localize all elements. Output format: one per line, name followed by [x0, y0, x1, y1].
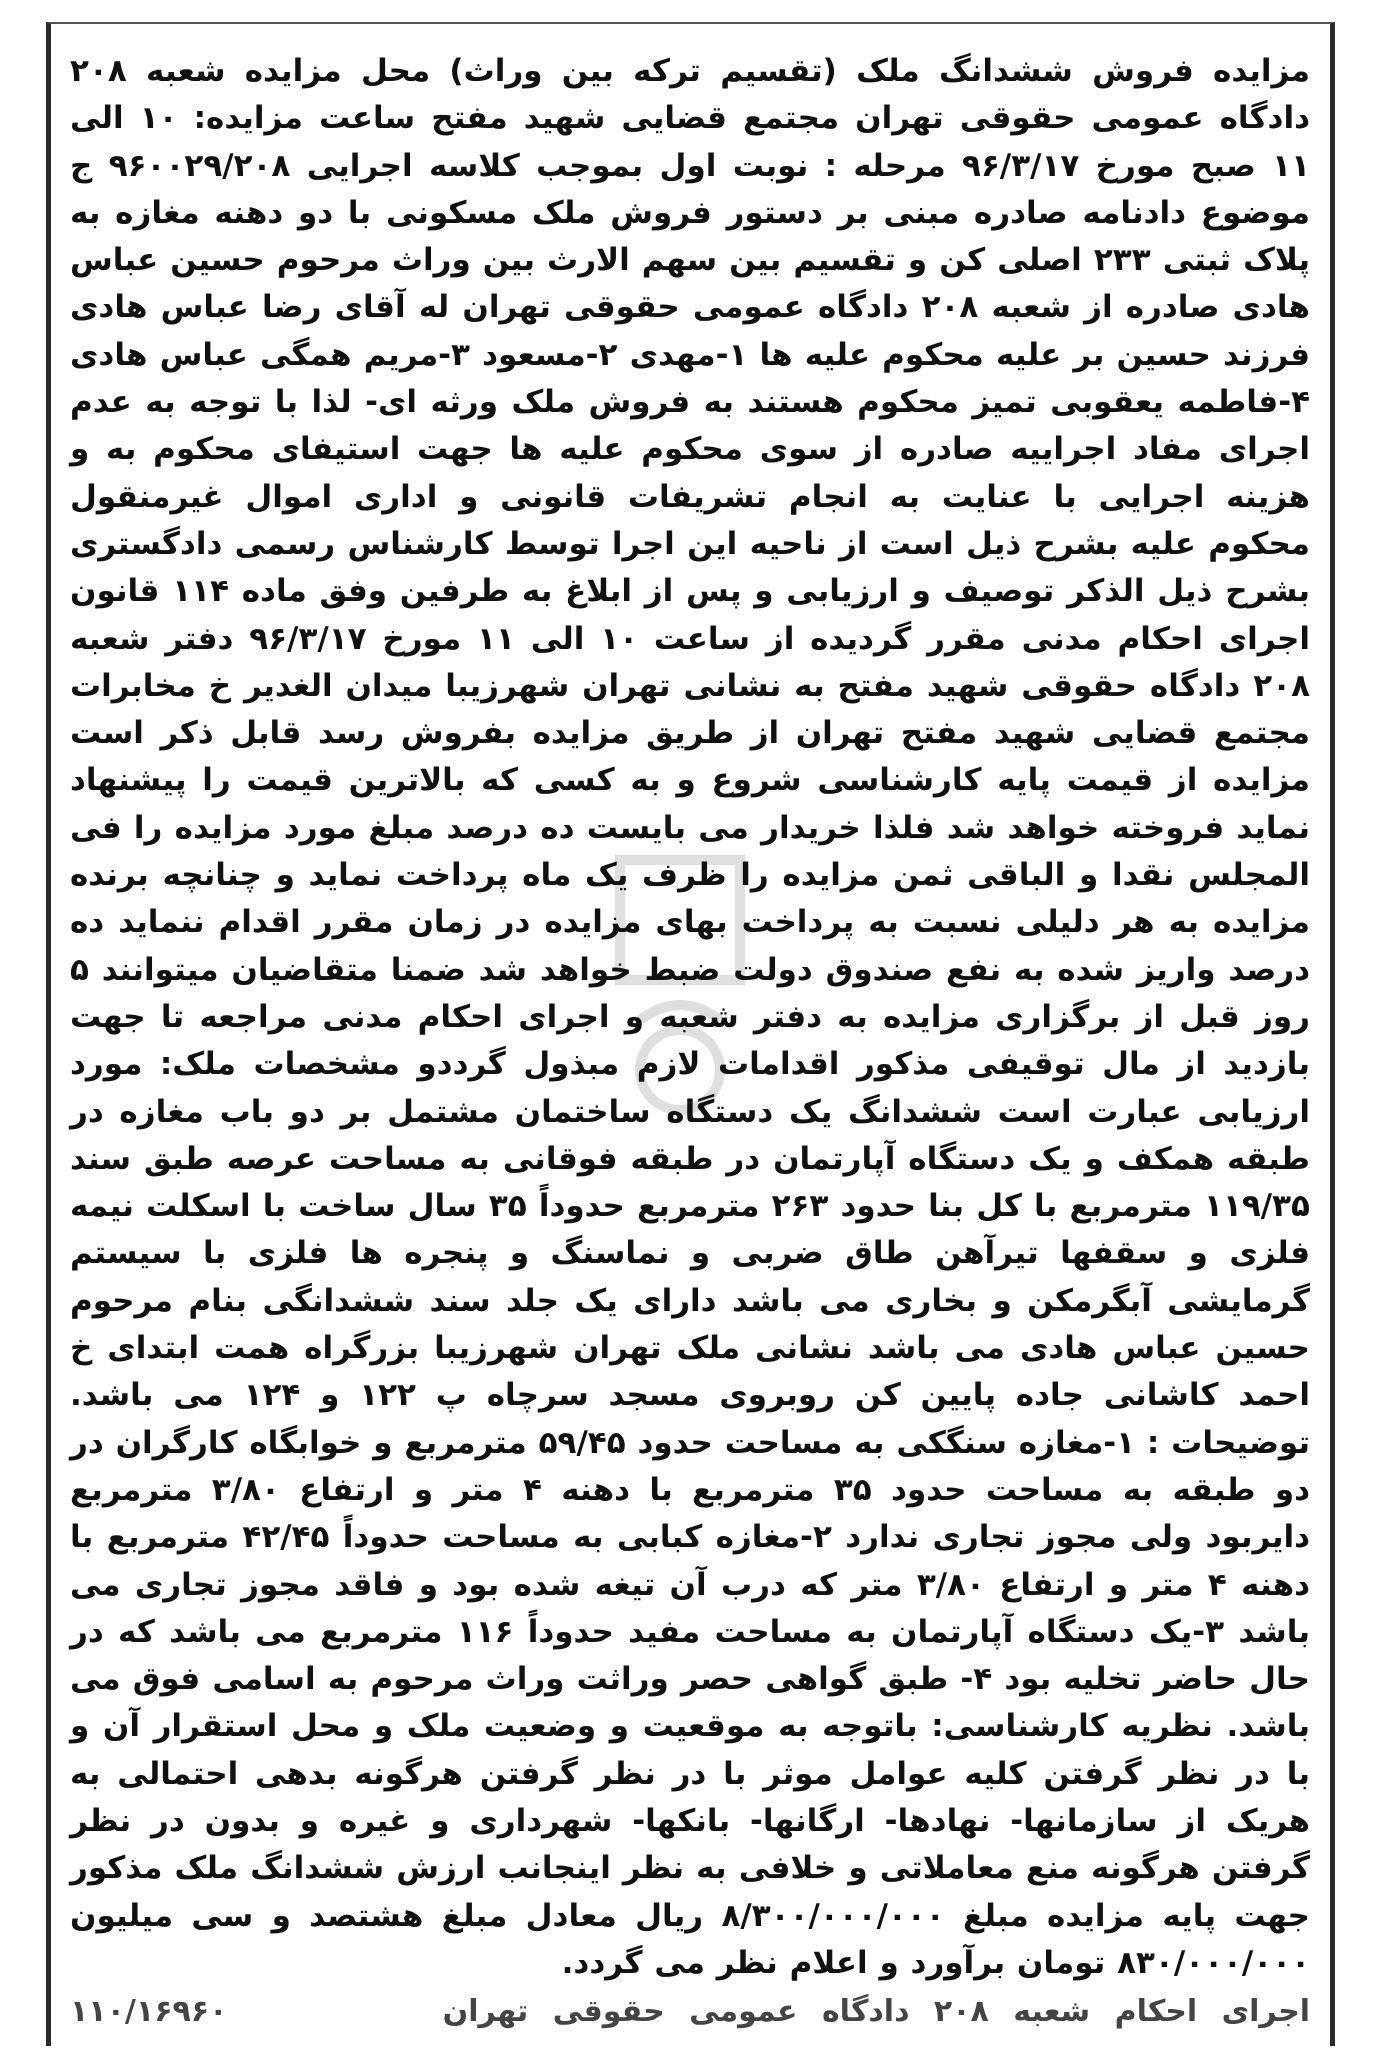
notice-footer [70, 1986, 1310, 2036]
issuing-court: اجرای احکام شعبه ۲۰۸ دادگاه عمومی حقوقی تهران [442, 1993, 1310, 2029]
reference-number: ۱۱۰/۱۶۹۶۰ [70, 1993, 228, 2029]
auction-notice-paragraph: مزایده فروش ششدانگ ملک (تقسیم ترکه بین وراث) محل مزایده شعبه ۲۰۸ دادگاه عمومی حقوقی تهران مجتمع قضایی شهید مفتح ساعت مزایده: ۱۰ الی ۱۱ صبح مورخ ۹۶/۳/۱۷ مرحله : نوبت اول بموجب کلاسه اجرایی ۹۶۰۰۲۹/۲۰۸ ج موضوع دادنامه صادره مبنی بر دستور فروش ملک مسکونی با دو دهنه مغازه به پلاک ثبتی ۲۳۳ اصلی کن و تقسیم بین سهم الارث بین وراث مرحوم حسین عباس هادی صادره از شعبه ۲۰۸ دادگاه عمومی حقوقی تهران له آقای رضا عباس هادی فرزند حسین بر علیه محکوم علیه ها ۱-مهدی ۲-مسعود ۳-مریم همگی عباس هادی ۴-فاطمه یعقوبی تمیز محکوم هستند به فروش ملک ورثه ای- لذا با توجه به عدم اجرای مفاد اجراییه صادره از سوی محکوم علیه ها جهت استیفای محکوم به و هزینه اجرایی با عنایت به انجام تشریفات قانونی و اداری اموال غیرمنقول محکوم علیه بشرح ذیل است از ناحیه این اجرا توسط کارشناس رسمی دادگستری بشرح ذیل الذکر توصیف و ارزیابی و پس از ابلاغ به طرفین وفق ماده ۱۱۴ قانون اجرای احکام مدنی مقرر گردیده از ساعت ۱۰ الی ۱۱ مورخ ۹۶/۳/۱۷ دفتر شعبه ۲۰۸ دادگاه حقوقی شهید مفتح به نشانی تهران شهرزیبا میدان الغدیر خ مخابرات مجتمع قضایی شهید مفتح تهران از طریق مزایده بفروش رسد قابل ذکر است مزایده از قیمت پایه کارشناسی شروع و به کسی که بالاترین قیمت را پیشنهاد نماید فروخته خواهد شد فلذا خریدار می بایست ده درصد مبلغ مورد مزایده را فی المجلس نقدا و الباقی ثمن مزایده را ظرف یک ماه پرداخت نماید و چنانچه برنده مزایده به هر دلیلی نسبت به پرداخت بهای مزایده در زمان مقرر اقدام ننماید ده درصد واریز شده به نفع صندوق دولت ضبط خواهد شد ضمنا متقاضیان میتوانند ۵ روز قبل از برگزاری مزایده به دفتر شعبه و اجرای احکام مدنی مراجعه تا جهت بازدید از مال توقیفی مذکور اقدامات لازم مبذول گرددو مشخصات ملک: مورد ارزیابی عبارت است ششدانگ یک دستگاه ساختمان مشتمل بر دو باب مغازه در طبقه همکف و یک دستگاه آپارتمان در طبقه فوقانی به مساحت عرصه طبق سند ۱۱۹/۳۵ مترمربع با کل بنا حدود ۲۶۳ مترمربع حدوداً ۳۵ سال ساخت با اسکلت نیمه فلزی و سقفها تیرآهن طاق ضربی و نماسنگ و پنجره ها فلزی با سیستم گرمایشی آبگرمکن و بخاری می باشد دارای یک جلد سند ششدانگی بنام مرحوم حسین عباس هادی می باشد نشانی ملک تهران شهرزیبا بزرگراه همت ابتدای خ احمد کاشانی جاده پایین کن روبروی مسجد سرچاه پ ۱۲۲ و ۱۲۴ می باشد. توضیحات : ۱-مغازه سنگکی به مساحت حدود ۵۹/۴۵ مترمربع و خوابگاه کارگران در دو طبقه به مساحت حدود ۳۵ مترمربع با دهنه ۴ متر و ارتفاع ۳/۸۰ مترمربع دایربود ولی مجوز تجاری ندارد ۲-مغازه کبابی به مساحت حدوداً ۴۲/۴۵ مترمربع با دهنه ۴ متر و ارتفاع ۳/۸۰ متر که درب آن تیغه شده بود و فاقد مجوز تجاری می باشد ۳-یک دستگاه آپارتمان به مساحت مفید حدوداً ۱۱۶ مترمربع می باشد که در حال حاضر تخلیه بود ۴- طبق گواهی حصر وراثت وراث مرحوم به اسامی فوق می باشد. نظریه کارشناسی: باتوجه به موقعیت و وضعیت ملک و محل استقرار آن و با در نظر گرفتن کلیه عوامل موثر با در نظر گرفتن هرگونه بدهی احتمالی به هریک از سازمانها- نهادها- ارگانها- بانکها- شهرداری و غیره و بدون در نظر گرفتن هرگونه منع معاملاتی و خلافی به نظر اینجانب ارزش ششدانگ ملک مذکور جهت پایه مزایده مبلغ ۸/۳۰۰/۰۰۰/۰۰۰ ریال معادل مبلغ هشتصد و سی میلیون ۸۳۰/۰۰۰/۰۰۰ تومان برآورد و اعلام نظر می گردد. [70, 53, 1311, 1981]
auction-notice-body [70, 48, 1310, 1987]
